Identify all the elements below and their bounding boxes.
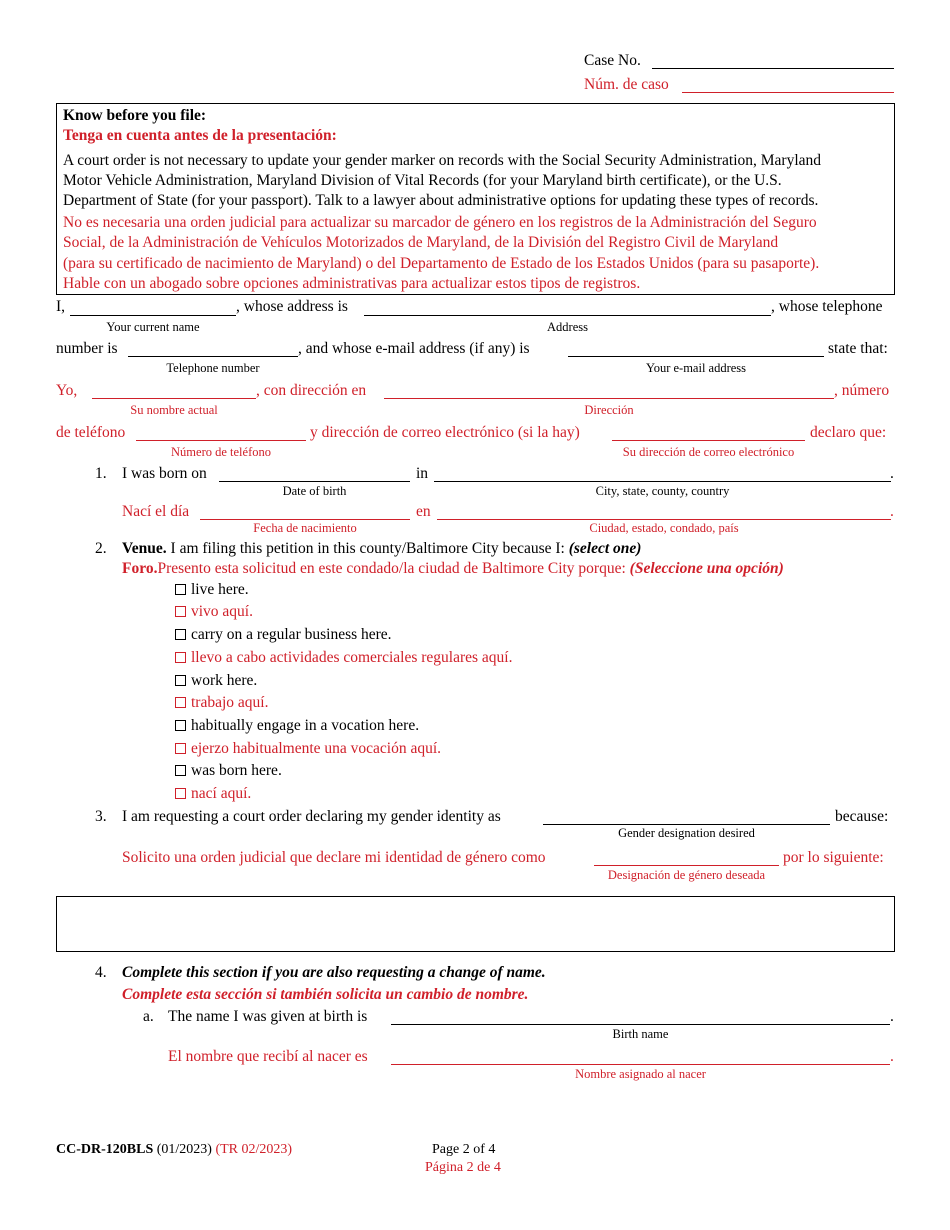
item-number: 1. [95, 465, 107, 482]
period-es: . [890, 1048, 894, 1065]
because-label: because: [835, 808, 889, 825]
period-es: . [890, 503, 894, 520]
venue-option-live[interactable]: live here. [175, 581, 249, 599]
gender-designation-field[interactable] [543, 824, 830, 825]
date-of-birth-field-es [200, 519, 410, 520]
checkbox[interactable] [175, 675, 186, 686]
address-field-es [384, 398, 834, 399]
birthplace-field[interactable] [434, 481, 891, 482]
in-label: in [416, 465, 429, 482]
page-number: Page 2 of 4 [432, 1142, 496, 1157]
caption-gender-designation-es: Designación de género deseada [607, 868, 766, 882]
birth-name-label: The name I was given at birth is [168, 1008, 368, 1025]
caption-telephone: Telephone number [166, 361, 260, 375]
venue-line [122, 540, 641, 558]
checkbox-es [175, 652, 186, 663]
y-direccion-label: y dirección de correo electrónico (si la hay) [310, 424, 580, 441]
notice-body-line-es: (para su certificado de nacimiento de Maryland) o del Departamento de Estado de los Estados Unidos (para su pasaporte). [63, 255, 820, 272]
venue-text: I am filing this petition in this county/Baltimore City because I: [166, 540, 569, 557]
gender-request-label-es: Solicito una orden judicial que declare mi identidad de género como [122, 849, 546, 866]
venue-option-vocation[interactable]: habitually engage in a vocation here. [175, 717, 419, 735]
case-number-field-es [682, 92, 894, 93]
caption-birth-name-es: Nombre asignado al nacer [575, 1067, 706, 1081]
birth-name-field-es [391, 1064, 890, 1065]
caption-current-name: Your current name [106, 320, 200, 334]
notice-body-line: Department of State (for your passport). Talk to a lawyer about administrative options for updating these types of records. [63, 192, 819, 209]
notice-body-line: A court order is not necessary to update your gender marker on records with the Social Security Administration, Maryland [63, 152, 822, 169]
i-label: I, [56, 298, 66, 315]
en-label: en [416, 503, 431, 520]
birth-name-label-es: El nombre que recibí al nacer es [168, 1048, 368, 1065]
form-code: CC-DR-120BLS [56, 1142, 154, 1157]
notice-title: Know before you file: [63, 107, 207, 124]
caption-address-es: Dirección [584, 403, 634, 417]
venue-heading: Venue. [122, 540, 167, 557]
venue-line-es [122, 560, 784, 578]
case-number-label: Case No. [584, 52, 641, 69]
item-number: 3. [95, 808, 107, 825]
numero-label: , número [834, 382, 890, 399]
period: . [890, 465, 894, 482]
venue-option-work[interactable]: work here. [175, 672, 257, 690]
venue-option-work-es: trabajo aquí. [175, 694, 268, 712]
telephone-field[interactable] [128, 356, 298, 357]
checkbox[interactable] [175, 765, 186, 776]
page-number-es: Página 2 de 4 [425, 1160, 501, 1175]
form-date: (01/2023) [153, 1142, 216, 1157]
address-field[interactable] [364, 315, 771, 316]
caption-date-of-birth-es: Fecha de nacimiento [253, 521, 357, 535]
venue-heading-es: Foro. [122, 560, 158, 577]
caption-email: Your e-mail address [645, 361, 747, 375]
checkbox[interactable] [175, 584, 186, 595]
checkbox-es [175, 697, 186, 708]
por-lo-siguiente-label: por lo siguiente: [783, 849, 884, 866]
caption-birthplace: City, state, county, country [595, 484, 730, 498]
born-on-label: I was born on [122, 465, 207, 482]
venue-option-born[interactable]: was born here. [175, 762, 282, 780]
email-field[interactable] [568, 356, 824, 357]
checkbox-es [175, 788, 186, 799]
yo-label: Yo, [56, 382, 78, 399]
case-number-label-es: Núm. de caso [584, 76, 669, 93]
caption-email-es: Su dirección de correo electrónico [622, 445, 795, 459]
reason-text-box[interactable] [56, 896, 895, 952]
gender-designation-field-es [594, 865, 779, 866]
period: . [890, 1008, 894, 1025]
caption-birthplace-es: Ciudad, estado, condado, país [589, 521, 739, 535]
whose-telephone-label: , whose telephone [771, 298, 883, 315]
de-telefono-label: de teléfono [56, 424, 126, 441]
gender-request-label: I am requesting a court order declaring my gender identity as [122, 808, 501, 825]
con-direccion-label: , con dirección en [256, 382, 367, 399]
telephone-field-es [136, 440, 306, 441]
caption-date-of-birth: Date of birth [282, 484, 347, 498]
item-number: 4. [95, 964, 107, 981]
caption-current-name-es: Su nombre actual [130, 403, 218, 417]
birthplace-field-es [437, 519, 891, 520]
venue-text-es: Presento esta solicitud en este condado/la ciudad de Baltimore City porque: [157, 560, 630, 577]
number-is-label: number is [56, 340, 118, 357]
checkbox[interactable] [175, 629, 186, 640]
caption-birth-name: Birth name [612, 1027, 669, 1041]
select-one-note: (select one) [568, 540, 642, 557]
checkbox-es [175, 743, 186, 754]
notice-body-line: Motor Vehicle Administration, Maryland Division of Vital Records (for your Maryland birth certificate), or the U.S. [63, 172, 782, 189]
sub-item-label: a. [143, 1008, 154, 1025]
translation-date: (TR 02/2023) [215, 1142, 293, 1157]
name-change-title: Complete this section if you are also requesting a change of name. [122, 964, 546, 981]
current-name-field[interactable] [70, 315, 236, 316]
venue-option-vocation-es: ejerzo habitualmente una vocación aquí. [175, 740, 441, 758]
naci-label: Nací el día [122, 503, 190, 520]
caption-gender-designation: Gender designation desired [618, 826, 755, 840]
name-change-title-es: Complete esta sección si también solicita un cambio de nombre. [122, 986, 529, 1003]
case-number-field[interactable] [652, 68, 894, 69]
birth-name-field[interactable] [391, 1024, 890, 1025]
venue-option-business[interactable]: carry on a regular business here. [175, 626, 392, 644]
checkbox[interactable] [175, 720, 186, 731]
whose-address-label: , whose address is [236, 298, 348, 315]
venue-option-live-es: vivo aquí. [175, 603, 253, 621]
state-that-label: state that: [828, 340, 888, 357]
notice-title-es: Tenga en cuenta antes de la presentación: [63, 127, 337, 144]
notice-body-line-es: Hable con un abogado sobre opciones administrativas para actualizar estos tipos de registros. [63, 275, 641, 292]
venue-option-born-es: nací aquí. [175, 785, 251, 803]
current-name-field-es [92, 398, 256, 399]
venue-option-business-es: llevo a cabo actividades comerciales regulares aquí. [175, 649, 512, 667]
declaro-label: declaro que: [810, 424, 887, 441]
form-id [56, 1142, 292, 1158]
notice-body-line-es: Social, de la Administración de Vehículos Motorizados de Maryland, de la División del Registro Civil de Maryland [63, 234, 779, 251]
notice-box [56, 103, 895, 295]
checkbox-es [175, 606, 186, 617]
email-field-es [612, 440, 805, 441]
email-label: , and whose e-mail address (if any) is [298, 340, 530, 357]
notice-body-line-es: No es necesaria una orden judicial para actualizar su marcador de género en los registros de la Administración del Seguro [63, 214, 817, 231]
item-number: 2. [95, 540, 107, 557]
caption-address: Address [547, 320, 588, 334]
date-of-birth-field[interactable] [219, 481, 410, 482]
select-one-note-es: (Seleccione una opción) [629, 560, 784, 577]
caption-telephone-es: Número de teléfono [171, 445, 271, 459]
